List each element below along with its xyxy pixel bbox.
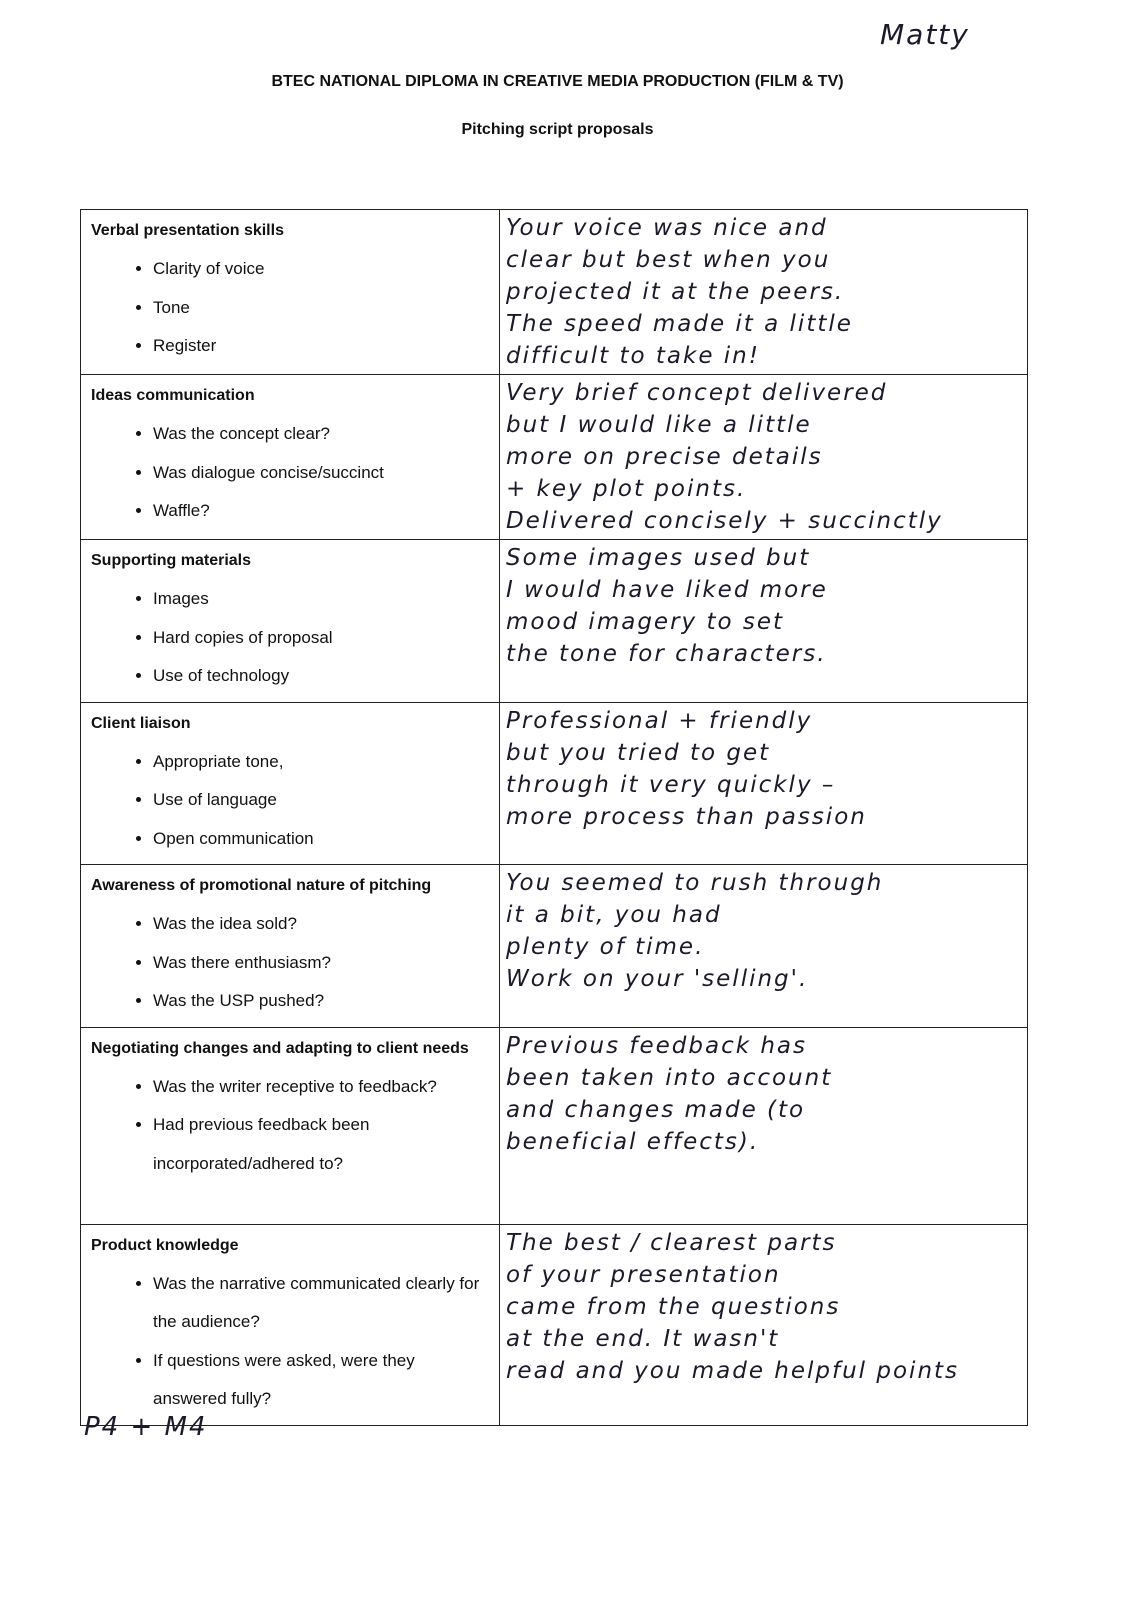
criteria-item: • Was the idea sold? [153, 905, 489, 944]
table-row [81, 540, 1028, 703]
table-row [81, 1224, 1028, 1425]
feedback-line: at the end. It wasn't [505, 1325, 780, 1352]
criteria-heading: Client liaison [91, 714, 191, 732]
feedback-line: but you tried to get [505, 739, 771, 766]
document-title: BTEC NATIONAL DIPLOMA IN CREATIVE MEDIA PRODUCTION (FILM & TV) [271, 73, 844, 90]
feedback-cell [499, 1224, 1027, 1425]
feedback-line: more process than passion [505, 803, 867, 830]
criteria-item: • Was the writer receptive to feedback? [153, 1068, 489, 1107]
criteria-heading: Negotiating changes and adapting to client needs [91, 1039, 469, 1057]
feedback-line: beneficial effects). [505, 1128, 760, 1155]
criteria-heading: Verbal presentation skills [91, 222, 284, 239]
feedback-line: Previous feedback has [505, 1032, 808, 1059]
table-row [81, 210, 1028, 375]
feedback-line: The best / clearest parts [505, 1229, 837, 1256]
criteria-item: • Use of technology [153, 657, 489, 696]
criteria-item: • Was the concept clear? [153, 415, 489, 454]
feedback-line: plenty of time. [505, 934, 705, 960]
feedback-cell [499, 375, 1027, 540]
feedback-line: Some images used but [505, 545, 811, 571]
feedback-line: Your voice was nice and [505, 215, 828, 241]
criteria-item: • Use of language [153, 781, 489, 820]
feedback-line: clear but best when you [505, 247, 831, 273]
feedback-line: and changes made (to [505, 1096, 806, 1123]
criteria-item: • Was the narrative communicated clearly for the audience? [153, 1265, 489, 1342]
criteria-item: • Was dialogue concise/succinct [153, 454, 489, 493]
criteria-item: • Waffle? [153, 492, 489, 531]
criteria-item: • Tone [153, 289, 489, 328]
criteria-cell [81, 865, 500, 1028]
feedback-line: + key plot points. [505, 476, 747, 502]
feedback-line: Delivered concisely + succinctly [505, 508, 943, 534]
criteria-cell [81, 375, 500, 540]
feedback-line: You seemed to rush through [505, 870, 884, 896]
table-row [81, 1027, 1028, 1224]
feedback-line: but I would like a little [505, 412, 812, 438]
criteria-cell [81, 1224, 500, 1425]
feedback-line: Work on your 'selling'. [505, 966, 809, 992]
feedback-cell [499, 1027, 1027, 1224]
criteria-item: • Images [153, 580, 489, 619]
feedback-line: the tone for characters. [505, 641, 827, 667]
criteria-item: • Appropriate tone, [153, 743, 489, 782]
feedback-line: through it very quickly – [505, 771, 836, 798]
feedback-line: Very brief concept delivered [505, 380, 888, 406]
feedback-line: read and you made helpful points [505, 1357, 960, 1384]
feedback-cell [499, 540, 1027, 703]
table-row [81, 702, 1028, 865]
feedback-cell [499, 865, 1027, 1028]
feedback-line: I would have liked more [505, 577, 828, 603]
feedback-line: more on precise details [505, 444, 823, 470]
criteria-item: • Hard copies of proposal [153, 619, 489, 658]
feedback-line: it a bit, you had [505, 902, 722, 928]
table-row [81, 375, 1028, 540]
feedback-line: difficult to take in! [505, 343, 760, 369]
document-subtitle: Pitching script proposals [461, 121, 654, 138]
criteria-item: • Register [153, 327, 489, 366]
grade-note: P4 + M4 [84, 1412, 208, 1442]
criteria-cell [81, 540, 500, 703]
criteria-item: • Was the USP pushed? [153, 982, 489, 1021]
feedback-line: projected it at the peers. [505, 279, 845, 305]
criteria-cell [81, 1027, 500, 1224]
criteria-item: • Clarity of voice [153, 250, 489, 289]
feedback-line: of your presentation [505, 1261, 781, 1288]
criteria-heading: Supporting materials [91, 552, 252, 569]
criteria-cell [81, 210, 500, 375]
criteria-item: • Had previous feedback been incorporated/adhered to? [153, 1106, 489, 1183]
feedback-cell [499, 702, 1027, 865]
feedback-line: came from the questions [505, 1293, 841, 1320]
criteria-cell [81, 702, 500, 865]
feedback-cell [499, 210, 1027, 375]
table-row [81, 865, 1028, 1028]
criteria-item: • Open communication [153, 820, 489, 859]
criteria-heading: Product knowledge [91, 1236, 239, 1254]
criteria-item: • Was there enthusiasm? [153, 944, 489, 983]
feedback-line: mood imagery to set [505, 609, 784, 635]
feedback-line: been taken into account [505, 1064, 833, 1091]
feedback-line: Professional + friendly [505, 707, 813, 734]
criteria-heading: Ideas communication [91, 387, 255, 404]
student-name: Matty [880, 18, 970, 51]
criteria-heading: Awareness of promotional nature of pitching [91, 877, 432, 894]
feedback-table [80, 209, 1028, 1426]
feedback-line: The speed made it a little [505, 311, 853, 337]
criteria-item: • If questions were asked, were they answered fully? [153, 1342, 489, 1419]
